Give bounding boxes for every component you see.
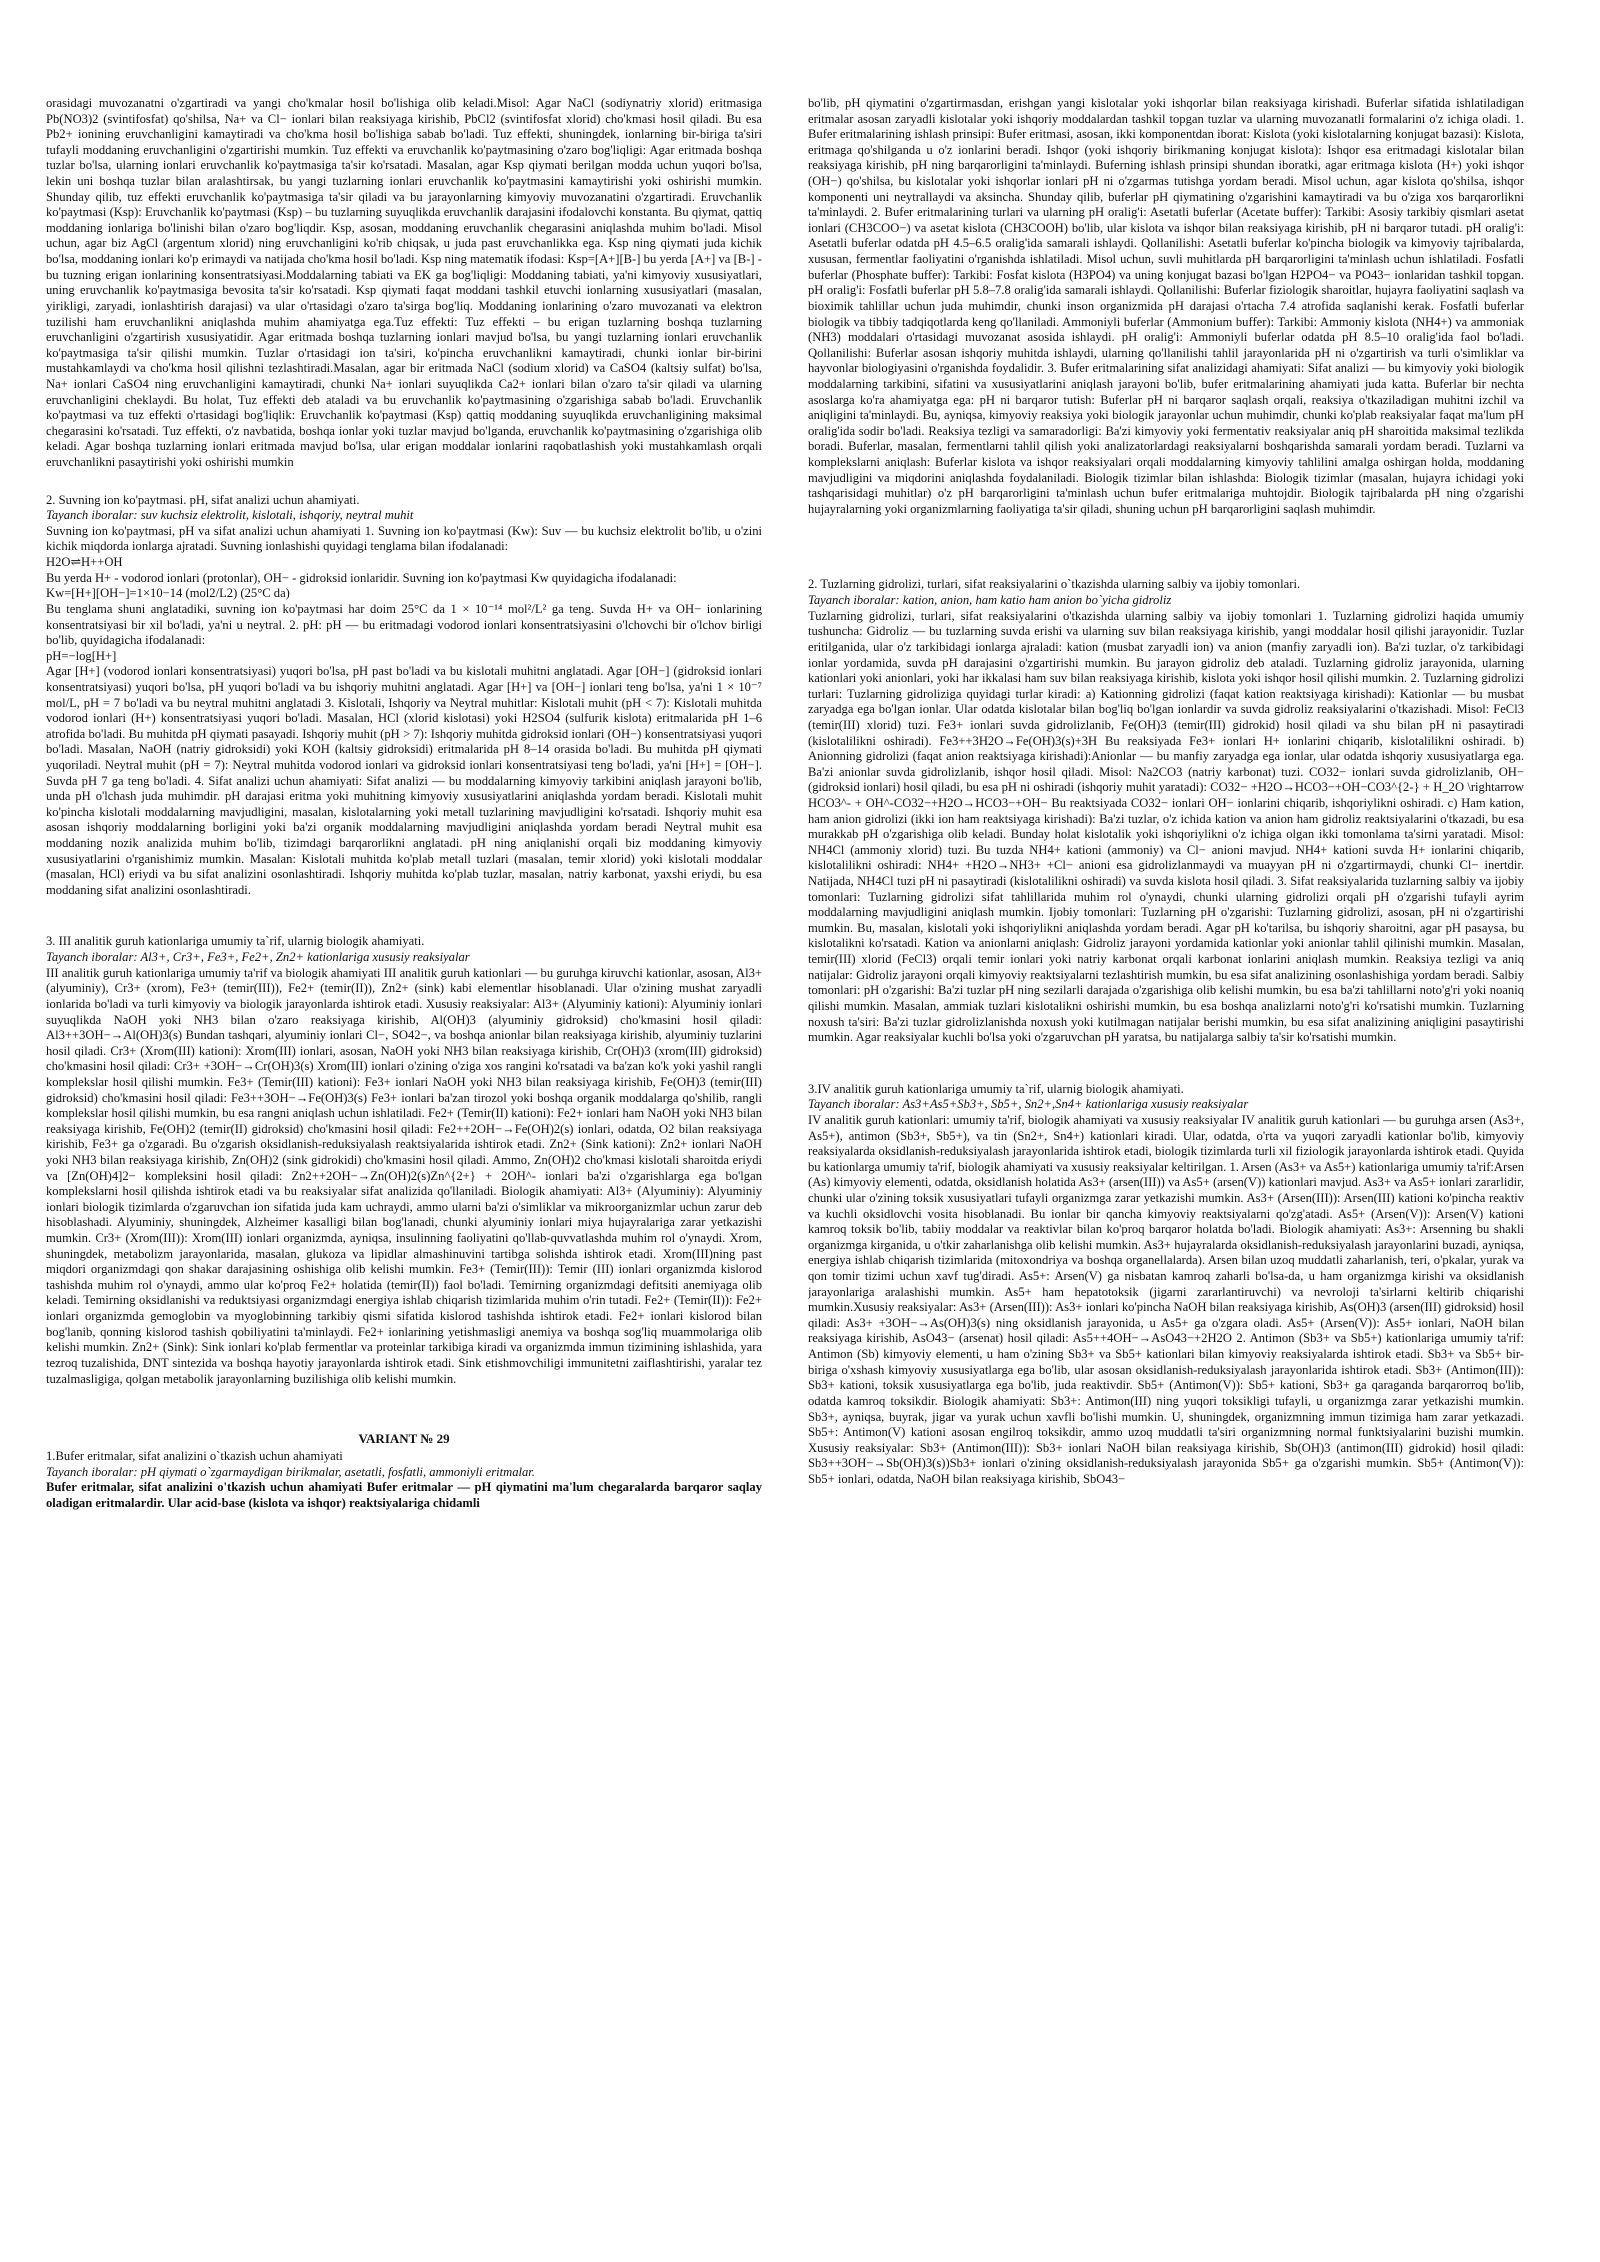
- question-3-body: III analitik guruh kationlariga umumiy ta'rif va biologik ahamiyati III analitik guruh kationlari — bu guruhga kiruvchi kationlar, asosan, Al3+ (alyuminiy), Cr3+ (xrom), Fe3+ (temir(III)), Fe2+ (temir(II)), Zn2+ (sink) kabi elementlar hisoblanadi. Ular o'zining mushat zaryadli ionlarida bo'ladi va turli kimyoviy va biologik jarayonlarda ishtirok etadi. Xususiy reaksiyalar: Al3+ (Alyuminiy kationi): Alyuminiy ionlari suyuqlikda NaOH yoki NH3 bilan o'zaro reaksiyaga kirishib, Al(OH)3 (alyuminiy gidroksid) cho'kmasini hosil qiladi: Al3++3OH−→Al(OH)3(s) Bundan tashqari, alyuminiy ionlari Cl−, SO42−, va boshqa anionlar bilan reaksiyaga kirishib, alyuminiy tuzlarini hosil qiladi. Cr3+ (Xrom(III) kationi): Xrom(III) ionlari, asosan, NaOH yoki NH3 bilan reaksiyaga kirishib, Cr(OH)3 (xrom(III) gidroksid) cho'kmasini hosil qiladi: Cr3+ +3OH−→Cr(OH)3(s) Xrom(III) ionlari o'zining o'ziga xos rangini ko'rsatadi va ba'zan ko'k yoki yashil rangli komplekslar hosil qilishi mumkin. Fe3+ (Temir(III) kationi): Fe3+ ionlari NaOH yoki NH3 bilan reaksiyaga kirishib, Fe(OH)3 (temir(III) gidroksid) cho'kmasini hosil qiladi: Fe3++3OH−→Fe(OH)3(s) Fe3+ ionlari ba'zan tirozol yoki boshqa organik moddalarga qo'shilib, rangli komplekslar hosil qilishi mumkin, bu esa rangni aniqlash uchun ishlatiladi. Fe2+ (Temir(II) kationi): Fe2+ ionlari ham NaOH yoki NH3 bilan reaksiyaga kirishib, Fe(OH)2 (temir(II) gidroksid) cho'kmasini hosil qiladi: Fe2++2OH−→Fe(OH)2(s) ionlari, odatda, O2 bilan reaksiyaga kirishib, Fe3+ ga o'zgaradi. Bu o'zgarish oksidlanish-reduksiyalash reaktsiyalarida ishtirok etadi. Zn2+ (Sink kationi): Zn2+ ionlari NaOH yoki NH3 bilan reaksiyaga kirishib, Zn(OH)2 (sink gidrokidi) cho'kmasini hosil qiladi. Ammo, Zn(OH)2 cho'kmasi kislotali sharoitda eriydi va [Zn(OH)4]2− kompleksini hosil qiladi: Zn2++2OH−→Zn(OH)2(s)Zn^{2+} + 2OH^- ionlari ba'zi o'zgarishlarga ega bo'lgan komplekslarni hosil qilishda ishtirok etadi va bu reaksiyalar sifat analizida qo'llaniladi. Biologik ahamiyati: Al3+ (Alyuminiy): Alyuminiy ionlari biologik tizimlarda o'zgaruvchan ion sifatida juda kam uchraydi, ammo ularni ba'zi o'simliklar va mikroorganizmlar uchun zarur deb hisoblashadi. Alyuminiy, shuningdek, Alzheimer kasalligi bilan bog'lanadi, chunki alyuminiy ionlari miya hujayralariga zarar yetkazishi mumkin. Cr3+ (Xrom(III)): Xrom(III) ionlari organizmda, ayniqsa, insulinning faoliyatini qo'llab-quvvatlashda muhim rol o'ynaydi. Xrom, shuningdek, metabolizm jarayonlarida, masalan, glukoza va lipidlar almashinuvini tartibga solishda ishtirok etadi. Xrom(III)ning past miqdori organizmdagi qon shakar darajasining oshishiga olib kelishi mumkin. Fe3+ (Temir(III)): Temir (III) ionlari organizmda kislorod tashishda muhim rol o'ynaydi, ammo ular ko'proq Fe2+ holatida (temir(II)) faol bo'ladi. Temirning organizmdagi defitsiti anemiyaga olib keladi. Temirning oksidlanishi va reduktsiyasi organizmdagi energiya ishlab chiqarish tizimlarida muhim o'rin tutadi. Fe2+ (Temir(II)): Fe2+ ionlari organizmda gemoglobin va myoglobinning tarkibiy qismi sifatida kislorod tashishda ishtirok etadi. Fe2+ ionlari kislorod bilan bog'lanib, qonning kislorod tashish qobiliyatini ta'minlaydi. Fe2+ ionlarining yetishmasligi anemiya va boshqa sog'liq muammolariga olib kelishi mumkin. Zn2+ (Sink): Sink ionlari ko'plab fermentlar va proteinlar tarkibiga kiradi va organizmda immun tizimining ishlashida, yara tezroq tuzalishida, DNT sintezida va boshqa hayotiy jarayonlarda ishtirok etadi. Sink etishmovchiligi immunitetni zaiflashtirishi, yaralar tez tuzalmasligiga, qolgan metabolik jarayonlarning buzilishiga olib kelishi mumkin.: [46, 965, 762, 1386]
- question-3-title: 3. III analitik guruh kationlariga umumiy ta`rif, ularnig biologik ahamiyati.: [46, 934, 425, 949]
- question-2-title: 2. Suvning ion ko'paytmasi. pH, sifat analizi uchun ahamiyati.: [46, 492, 360, 507]
- variant-heading: VARIANT № 29: [358, 1431, 450, 1447]
- question-2-body: Agar [H+] (vodorod ionlari konsentratsiyasi) yuqori bo'lsa, pH past bo'ladi va bu kislotali muhitni anglatadi. Agar [OH−] (gidroksid ionlari konsentratsiyasi) yuqori bo'lsa, pH yuqori bo'ladi va bu ishqoriy muhitni anglatadi. Agar [H+] va [OH−] ionlari teng bo'lsa, ya'ni 1 × 10⁻⁷ mol/L, pH = 7 bo'ladi va bu neytral muhitni anglatadi 3. Kislotali, Ishqoriy va Neytral muhitlar: Kislotali muhit (pH < 7): Kislotali muhitda vodorod ionlari (H+) konsentratsiyasi yuqori bo'ladi. Masalan, HCl (xlorid kislotasi) yoki H2SO4 (sulfurik kislota) eritmalarida pH 1–6 atrofida bo'ladi. Bu muhitda pH qiymati pasayadi. Ishqoriy muhit (pH > 7): Ishqoriy muhitda gidroksid ionlari (OH−) konsentratsiyasi yuqori bo'ladi. Masalan, NaOH (natriy gidroksidi) yoki KOH (kaltsiy gidroksidi) eritmalarida pH 8–14 orasida bo'ladi. Bu muhitda pH qiymati yuqoriladi. Neytral muhit (pH = 7): Neytral muhitda vodorod ionlari va gidroksid ionlari konsentratsiyasi teng bo'ladi, ya'ni [H+] = [OH−]. Suvda pH 7 ga teng bo'ladi. 4. Sifat analizi uchun ahamiyati: Sifat analizi — bu moddalarning kimyoviy tarkibini aniqlash jarayoni bo'lib, unda pH o'lchash juda muhimdir. pH darajasi eritma yoki muhitning kimyoviy xususiyatlarini aniqlashda yordam beradi. Kislotali muhit ko'pincha kislotali moddalarning mavjudligini, masalan, kislotalarning yoki metall tuzlarining mavjudligini ko'rsatadi. Ishqoriy muhit esa asosan ishqoriy moddalarning borligini yoki ba'zi organik moddalarning mavjudligini aniqlashda yordam beradi Neytral muhit esa moddaning nozik analizida muhim bo'lib, tizimdagi barqarorlikni anglatadi. pH ning aniqlanishi orqali biz moddaning kimyoviy xususiyatlarini o'rganishimiz mumkin. Masalan: Kislotali muhitda ko'plab metall tuzlari (masalan, temir xlorid) yoki kislotali moddalar (masalan, HCl) eriydi va bu sifat analizini osonlashtiradi. Ishqoriy muhitda ko'plab tuzlar, masalan, natriy karbonat, yaxshi eriydi, bu esa moddaning sifat analizini osonlashtiradi.: [46, 664, 762, 897]
- question-2-equation-1: H2O⇌H++OH: [46, 555, 123, 570]
- variant-question-1-title: 1.Bufer eritmalar, sifat analizini o`tkazish uchun ahamiyati: [46, 1449, 343, 1464]
- question-2-equation-2: Kw=[H+][OH−]=1×10−14 (mol2/L2) (25°C da): [46, 586, 290, 601]
- right-question-3-body: IV analitik guruh kationlari: umumiy ta'rif, biologik ahamiyati va xususiy reaksiyalar IV analitik guruh kationlari — bu guruhga arsen (As3+, As5+), antimon (Sb3+, Sb5+), va tin (Sn2+, Sn4+) kationlari kiradi. Ular, odatda, o'rta va yuqori zaryadli kationlar bo'lib, kimyoviy reaksiyalarda oksidlanish-reduksiyalash jarayonlarida ishtirok etadi, biologik tizimlarda turli xil fiziologik jarayonlarda ishtirok etadi. Quyida bu kationlarga umumiy ta'rif, biologik ahamiyati va xususiy reaksiyalar keltirilgan. 1. Arsen (As3+ va As5+) kationlariga umumiy ta'rif:Arsen (As) kimyoviy elementi, odatda, oksidlanish holatida As3+ (arsen(III)) va As5+ (arsen(V)) kationlari mavjud. As3+ va As5+ ionlari zararlidir, chunki ular o'zining toksik xususiyatlari tufayli organizmga zarar yetkazishi mumkin. As3+ (Arsen(III)): Arsen(III) kationi ko'pincha reaktiv va kuchli oksidlovchi vosita hisoblanadi. Bu ionlar bir qancha kimyoviy reaktsiyalarni qo'zg'atadi. As5+ (Arsen(V)): Arsen(V) kationi kamroq toksik bo'lib, tabiiy moddalar va reaktivlar bilan ko'proq barqaror holatda bo'ladi. Biologik ahamiyati: As3+: Arsenning bu shakli organizmga kirganida, u o'tkir zaharlanishga olib kelishi mumkin. As3+ hujayralarda oksidlanish-reduksiyalash jarayonlarini buzadi, ayniqsa, energiya ishlab chiqarish tizimlarida (mitoxondriya va boshqa organellalarda). Arsen bilan uzoq muddatli zaharlanish, teri, o'pkalar, yurak va qon tomir tizimi uchun xavf tug'diradi. As5+: Arsen(V) ga nisbatan kamroq zaharli bo'lsa-da, u ham organizmga kirishi va oksidlanish jarayonlariga aralashishi mumkin. As5+ ham hepatotoksik (jigarni zararlantiruvchi) va nevroloji ta'sirlarni keltirib chiqarishi mumkin.Xususiy reaksiyalar: As3+ (Arsen(III)): As3+ ionlari ko'pincha NaOH bilan reaksiyaga kirishib, As(OH)3 (arsen(III) gidroksid) hosil qiladi: As3+ +3OH−→As(OH)3(s) ning oksidlanish jarayonida, u As5+ ga o'zgara oladi. As5+ (Arsen(V)): As5+ ionlari, NaOH bilan reaksiyaga kirishib, AsO43− (arsenat) hosil qiladi: As5++4OH−→AsO43−+2H2O 2. Antimon (Sb3+ va Sb5+) kationlariga umumiy ta'rif: Antimon (Sb) kimyoviy elementi, u ham o'zining Sb3+ va Sb5+ kationlari bilan kimyoviy reaksiyalarda ishtirok etadi. Sb3+ va Sb5+ bir-biriga o'xshash kimyoviy xususiyatlarga ega bo'lib, ular asosan oksidlanish-reduksiyalash jarayonlarida ishtirok etadi. Sb3+ (Antimon(III)): Sb3+ kationi, toksik xususiyatlarga ega bo'lib, juda reaktivdir. Sb5+ (Antimon(V)): Sb5+ kationi, Sb3+ ga qaraganda barqarorroq bo'lib, odatda kamroq toksikdir. Biologik ahamiyati: Sb3+: Antimon(III) ning yuqori toksikligi tufayli, u organizmga zarar yetkazishi mumkin. Sb3+, ayniqsa, buyrak, jigar va yurak uchun xavfli bo'lishi mumkin. U, shuningdek, organizmning immun tizimiga ham zarar yetkazadi. Sb5+: Antimon(V) kationi asosan engilroq toksikdir, ammo uzoq muddatli ta'siri organizmning normal funktsiyalarini buzishi mumkin. Xususiy reaksiyalar: Sb3+ (Antimon(III)): Sb3+ ionlari NaOH bilan reaksiyaga kirishib, Sb(OH)3 (antimon(III) gidrokid) hosil qiladi: Sb3++3OH−→Sb(OH)3(s))Sb3+ ionlari o'zining oksidlanish-reduksiyalash jarayonida Sb5+ ga o'zgarishi mumkin. Sb5+ (Antimon(V)): Sb5+ ionlari, odatda, NaOH bilan reaksiyaga kirishib, SbO43−: [808, 1112, 1524, 1486]
- right-question-2-body: Tuzlarning gidrolizi, turlari, sifat reaksiyalarini o'tkazishda ularning salbiy va ijobiy tomonlari 1. Tuzlarning gidrolizi haqida umumiy tushuncha: Gidroliz — bu tuzlarning suvda erishi va ularning suv bilan reaksiyaga kirishib, yangi moddalar hosil qilishi jarayonidir. Tuzlar eritilganida, ular o'z tarkibidagi ionlarga ajraladi: kation (musbat zaryadli ion) va anion (manfiy zaryadli ion). Ba'zi tuzlar, o'z tarkibidagi ionlar yordamida, suvda pH darajasini o'zgartirishi mumkin. Bu jarayon gidroliz deb ataladi. Tuzlarning gidroliz jarayonida, ularning kationlari yoki anionlari, yoki har ikkalasi ham suv bilan reaksiyaga kirishib, kislota yoki ishqor hosil qilishi mumkin. 2. Tuzlarning gidrolizi turlari: Tuzlarning gidroliziga quyidagi turlar kiradi: a) Kationning gidrolizi (faqat kation reaktsiyaga kirishadi): Kationlar — bu musbat zaryadga ega bo'lgan ionlar. Ular odatda kislotalar bilan bog'liq bo'lgan ionlardir va suvda gidroliz reaksiyalarini o'tkazishadi. Misol: FeCl3 (temir(III) xlorid) tuzi. Fe3+ ionlari suvda gidrolizlanib, Fe(OH)3 (temir(III) gidrokid) hosil qiladi va shu bilan pH ni pasaytiradi (kislotalilikni oshiradi). Fe3++3H2O→Fe(OH)3(s)+3H Bu reaksiyada Fe3+ ionlari H+ ionlarini chiqarib, kislotalilikni oshiradi. b) Anionning gidrolizi (faqat anion reaktsiyaga kirishadi):Anionlar — bu manfiy zaryadga ega ionlar, ular odatda ishqoriy xususiyatlarga ega. Ba'zi anionlar suvda gidrolizlanib, ishqor hosil qiladi. Misol: Na2CO3 (natriy karbonat) tuzi. CO32− ionlari suvda gidrolizlanib, OH− (gidroksid ionlari) hosil qiladi, bu esa pH ni oshiradi (ishqoriy muhit yaratadi): CO32− +H2O→HCO3−+OH−CO3^{2-} + H_2O \rightarrow HCO3^- + OH^-CO32−+H2O→HCO3−+OH− Bu reaktsiyada CO32− ionlari OH− ionlarini chiqarib, ishqoriylikni oshiradi. c) Ham kation, ham anion gidrolizi (ikki ion ham reaktsiyaga kirishadi): Ba'zi tuzlar, o'z ichida kation va anion ham gidroliz reaktsiyalarini o'tkazadi, bu esa murakkab pH o'zgarishiga olib keladi. Bunday holat kislotalik yoki ishqoriylikni o'z ichiga olgan ikki tomonlama ta'sirni yaratadi. Misol: NH4Cl (ammoniy xlorid) tuzi. Bu tuzda NH4+ kationi (ammoniy) va Cl− anioni mavjud. NH4+ kationi suvda H+ ionlarini chiqarib, kislotalilikni oshiradi: NH4+ +H2O→NH3+ +Cl− anioni esa gidrolizlanmaydi va muayyan pH ni o'zgartirmaydi, chunki Cl− inertdir. Natijada, NH4Cl tuzi pH ni pasaytiradi (kislotalilikni oshiradi) va suvda kislota hosil qiladi. 3. Sifat reaksiyalarida tuzlarning salbiy va ijobiy tomonlari: Tuzlarning gidrolizi sifat tahlillarida muhim rol o'ynaydi, chunki ularning gidrolizi orqali pH o'zgarishi tufayli ayrim moddalarning mavjudligini aniqlash mumkin. Ijobiy tomonlari: Tuzlarning pH o'zgarishi: Tuzlarning gidrolizi, asosan, pH ni o'zgartirishi mumkin. Bu, masalan, kislotali yoki ishqoriylikni aniqlashda yordam beradi. Agar pH ko'tarilsa, bu ishqoriy sharoitni, agar pH pasaysa, bu kislotalikni ko'rsatadi. Kation va anionlarni aniqlash: Gidroliz jarayoni yordamida kationlar yoki anionlar tahlil qilinishi mumkin. Masalan, temir(III) xlorid (FeCl3) orqali temir ionlari yoki natriy karbonat orqali karbonat ionlarini aniqlash mumkin. Reaksiya tezligi va aniq natijalar: Gidroliz jarayoni orqali kimyoviy reaktsiyalarni tezlashtirish mumkin, bu esa sifat analizining osonlashishiga yordam beradi. Salbiy tomonlari: pH o'zgarishi: Ba'zi tuzlar pH ning sezilarli darajada o'zgarishiga olib kelishi mumkin, bu esa ba'zi tahlillarni noto'g'ri yoki noaniq qilishi mumkin. Masalan, ammiak tuzlari kislotalikni oshirishi mumkin, bu esa boshqa analizlarni noto'g'ri ko'rsatishi mumkin. Tuzlarning noxush ta'siri: Ba'zi tuzlar gidrolizlanishda noxush yoki kutilmagan natijalar berishi mumkin, bu esa sifat analizining aniqligini pasaytirishi mumkin. Agar reaksiyalar kuchli bo'lsa yoki o'zgaruvchan pH yaratsa, bu natijalarga salbiy ta'sir ko'rsatishi mumkin.: [808, 608, 1524, 1045]
- question-2-text-mid-2: Bu tenglama shuni anglatadiki, suvning ion ko'paytmasi har doim 25°C da 1 × 10⁻¹⁴ mol²/L² ga teng. Suvda H+ va OH− ionlarining konsentratsiyasi bir xil bo'ladi, ya'ni u neytral. 2. pH: pH — bu eritmadagi vodorod ionlari konsentratsiyasini o'lchovchi bir o'lchov birligi bo'lib, quyidagicha ifodalanadi:: [46, 601, 762, 648]
- variant-question-1-keywords: Tayanch iboralar: pH qiymati o`zgarmaydigan birikmalar, asetatli, fosfatli, ammoniyli eritmalar.: [46, 1464, 535, 1479]
- right-question-3-title: 3.IV analitik guruh kationlariga umumiy ta`rif, ularnig biologik ahamiyati.: [808, 1081, 1184, 1096]
- variant-question-1-body: Bufer eritmalar, sifat analizini o'tkazish uchun ahamiyati Bufer eritmalar — pH qiymatini ma'lum chegaralarda barqaror saqlay oladigan eritmalardir. Ular acid-base (kislota va ishqor) reaktsiyalariga chidamli: [46, 1480, 762, 1511]
- question-2-equation-3: pH=−log[H+]: [46, 648, 117, 663]
- right-question-3-keywords: Tayanch iboralar: As3+As5+Sb3+, Sb5+, Sn2+,Sn4+ kationlariga xususiy reaksiyalar: [808, 1097, 1249, 1112]
- question-2-intro: Suvning ion ko'paytmasi, pH va sifat analizi uchun ahamiyati 1. Suvning ion ko'paytmasi (Kw): Suv — bu kuchsiz elektrolit bo'lib, u o'zini kichik miqdorda ionlarga ajratadi. Suvning ionlashishi quyidagi tenglama bilan ifodalanadi:: [46, 523, 762, 554]
- question-2-keywords: Tayanch iboralar: suv kuchsiz elektrolit, kislotali, ishqoriy, neytral muhit: [46, 508, 414, 523]
- left-column: [46, 96, 762, 2216]
- right-question-2-title: 2. Tuzlarning gidrolizi, turlari, sifat reaksiyalarini o`tkazishda ularning salbiy va ijobiy tomonlari.: [808, 577, 1301, 592]
- right-text-block-1: bo'lib, pH qiymatini o'zgartirmasdan, erishgan yangi kislotalar yoki ishqorlar bilan reaksiyaga kirishadi. Buferlar sifatida ishlatiladigan eritmalar asosan zaryadli kislotalar yoki ishqoriy moddalardan tashkil topgan tuzlar va ularning muvozanatli formalarini o'z ichiga oladi. 1. Bufer eritmalarining ishlash prinsipi: Bufer eritmasi, asosan, ikki komponentdan iborat: Kislota (yoki kislotalarning konjugat bazasi): Kislota, eritmaga qo'shilganda u o'z ionlarini beradi. Ishqor (yoki ishqoriy birikmaning konjugat kislota): Ishqor esa eritmadagi kislotalar bilan reaksiyaga kirishib, pH ning barqarorligini ta'minlaydi. Buferning ishlash prinsipi shundan iboratki, agar eritmaga kislota (H+) yoki ishqor (OH−) qo'shilsa, bu kislotalar yoki ishqorlar ionlari pH ni o'zgarmas tutishga yordam beradi. Misol uchun, agar kislota qo'shilsa, ishqor komponenti uni neytrallaydi va aksincha. Shunday qilib, buferlar pH qiymatining o'zgarishini kamaytiradi va bu o'ziga xos barqarorlikni ta'minlaydi. 2. Bufer eritmalarining turlari va ularning pH oralig'i: Asetatli buferlar (Acetate buffer): Tarkibi: Asosiy tarkibiy qismlari asetat ionlari (CH3COO−) va asetat kislota (CH3COOH) bo'lib, ular kislota va ishqor bilan reaksiyaga kirishib, pH ni barqaror tutadi. pH oralig'i: Asetatli buferlar odatda pH 4.5–6.5 oralig'ida samarali ishlaydi. Qollanilishi: Asetatli buferlar ko'pincha biologik va kimyoviy tajribalarda, xususan, fermentlar faoliyatini o'rganishda ishlatiladi. Misol uchun, suvli muhitlarda pH barqarorligini ta'minlash uchun ishlatiladi. Fosfatli buferlar (Phosphate buffer): Tarkibi: Fosfat kislota (H3PO4) va uning konjugat bazasi bo'lgan H2PO4− va PO43− ionlaridan tashkil topgan. pH oralig'i: Fosfatli buferlar pH 5.8–7.8 oralig'ida samarali ishlaydi. Qollanilishi: Buferlar fiziologik sharoitlar, hujayra faoliyatini saqlash va bioximik tahlillar uchun juda muhimdir, chunki inson organizmida pH darajasi o'rtacha 7.4 atrofida saqlanishi kerak. Fosfatli buferlar biologik va tibbiy tadqiqotlarda keng qo'llaniladi. Ammoniyli buferlar (Ammonium buffer): Tarkibi: Ammoniy kislota (NH4+) va ammoniak (NH3) moddalari o'rtasidagi muvozanat asosida ishlaydi. pH oralig'i: Ammoniyli buferlar odatda pH 8.5–10 oralig'ida faol bo'ladi. Qollanilishi: Buferlar asosan ishqoriy muhitda ishlaydi, ularning qo'llanilishi tahlil jarayonlarida pH ni o'zgartirish va turli o'simliklar va hayvonlar biologiyasini o'rganishda foydalidir. 3. Bufer eritmalarining sifat analizidagi ahamiyati: Sifat analizi — bu kimyoviy yoki biologik moddalarning tarkibini, sifatini va xususiyatlarini aniqlash jarayoni bo'lib, bufer eritmalarining ahamiyati juda katta. Buferlar bir nechta asoslarga ko'ra ahamiyatga ega: pH ni barqaror tutish: Buferlar pH ni barqaror saqlash orqali, reaksiya o'tkaziladigan muhitni izchil va aniqligini ta'minlaydi. Bu, ayniqsa, kimyoviy reaksiya yoki biologik jarayonlar uchun muhimdir, chunki ko'plab reaksiyalar faqat ma'lum pH oralig'ida sodir bo'ladi. Reaksiya tezligi va samaradorligi: Ba'zi kimyoviy yoki fermentativ reaksiyalar aniq pH sharoitida maksimal tezlikda boradi. Buferlar, masalan, fermentlarni tahlil qilish yoki analizatorlardagi reaksiyalarni boshqarishda samarali yordam beradi. Tuzlarni va komplekslarni aniqlash: Buferlar kislota va ishqor reaksiyalari orqali moddalarning kimyoviy tahlilini amalga oshirgan holda, moddaning mavjudligini va miqdorini aniqlashda foydalaniladi. Biologik tizimlar bilan ishlashda: Biologik tizimlar (masalan, hujayra ichidagi yoki tashqarisidagi muhitlar) o'z pH barqarorligini ta'minlash uchun bufer eritmalariga muhtojdir. Biologik tajribalarda pH ning o'zgarishi hujayralarning yoki organizmlarning faoliyatiga ta'sir qiladi, shuning uchun pH barqarorligini saqlash muhimdir.: [808, 96, 1524, 516]
- right-column: [808, 96, 1524, 2216]
- question-2-text-mid: Bu yerda H+ - vodorod ionlari (protonlar), OH− - gidroksid ionlaridir. Suvning ion ko'paytmasi Kw quyidagicha ifodalanadi:: [46, 570, 677, 585]
- left-text-block-1: orasidagi muvozanatni o'zgartiradi va yangi cho'kmalar hosil bo'lishiga olib keladi.Misol: Agar NaCl (sodiynatriy xlorid) eritmasiga Pb(NO3)2 (svintifosfat) qo'shilsa, Na+ va Cl− ionlari bilan reaksiyaga kirishib, PbCl2 (svintifosfat xlorid) cho'kmasi hosil qiladi. Bu esa Pb2+ ionining eruvchanligini kamaytiradi va cho'kma hosil bo'lishiga sabab bo'ladi. Tuz effekti, shuningdek, ionlarning bir-biriga ta'siri tufayli moddaning eruvchanligini o'zgartirishi mumkin. Tuz effekti va eruvchanlik ko'paytmasining o'zaro bog'liqligi: Agar eritmada boshqa tuzlar bo'lsa, ularning ionlari eruvchanlik ko'paytmasiga ta'sir ko'rsatadi. Masalan, agar Ksp qiymati berilgan modda uchun yuqori bo'lsa, lekin uni boshqa tuzlar bilan aralashtirsak, bu yangi tuzlarning ionlari eruvchanlik ko'paytmasini kamaytirishi yoki oshirishi mumkin. Shunday qilib, tuz effekti eruvchanlik ko'paytmasiga ta'sir qiladi va bu jarayonlarning kimyoviy muvozanatini o'zgartiradi. Eruvchanlik ko'paytmasi (Ksp): Eruvchanlik ko'paytmasi (Ksp) – bu tuzlarning suyuqlikda eruvchanlik darajasini ifodalovchi konstanta. Bu qiymat, qattiq moddaning ionlariga bo'linishi bilan o'zaro bog'liqdir. Ksp, asosan, moddaning eruvchanlik chegarasini aniqlashda muhim bo'ladi. Misol uchun, agar biz AgCl (argentum xlorid) ning eruvchanligini ko'rib chiqsak, u juda past eruvchanlikka ega. Ksp ning qiymati juda kichik bo'lsa, moddaning ionlari ko'p erimaydi va natijada cho'kma hosil bo'ladi. Ksp ning matematik ifodasi: Ksp=[A+][B-] bu yerda [A+] va [B-] - bu tuzning erigan ionlarining konsentratsiyasi.Moddalarning tabiati va EK ga bog'liqligi: Moddaning tabiati, ya'ni kimyoviy xususiyatlari, uning eruvchanlik ko'paytmasiga bevosita ta'sir ko'rsatadi. Ksp qiymati faqat moddani tashkil etuvchi ionlarning xususiyatlari (masalan, yirikligi, zaryadi, ionlashtirish darajasi) va ular o'rtasidagi o'zaro ta'sirga bog'liq. Moddaning ionlarining o'zaro muvozanati va elektron tuzilishi ham eruvchanlikni aniqlashda muhim ahamiyatga ega.Tuz effekti: Tuz effekti – bu erigan tuzlarning boshqa tuzlarning eruvchanligini o'zgartirish xususiyatidir. Agar eritmada boshqa tuzlarning ionlari mavjud bo'lsa, bu yangi tuzlarning ionlari eruvchanlik ko'paytmasiga ta'sir qilishi mumkin. Tuzlar o'rtasidagi ion ta'siri, ko'pincha eruvchanlikni kamaytiradi, chunki ionlar bir-birini mustahkamlaydi va cho'kma hosil qilishni tezlashtiradi.Masalan, agar bir eritmada NaCl (sodium xlorid) va CaSO4 (kaltsiy sulfat) bo'lsa, Na+ ionlari CaSO4 ning eruvchanligini kamaytiradi, chunki Na+ ionlari suyuqlikda Ca2+ ionlari bilan o'zaro ta'sir qiladi va ularning eruvchanligini cheklaydi. Bu holat, Tuz effekti deb ataladi va bu eruvchanlik ko'paytmasining o'zgarishiga sabab bo'ladi. Eruvchanlik ko'paytmasi va tuz effekti o'rtasidagi bog'liqlik: Eruvchanlik ko'paytmasi (Ksp) qattiq moddaning suyuqlikda eruvchanligining maksimal chegarasini ko'rsatadi. Tuz effekti, o'z navbatida, boshqa ionlar yoki tuzlar mavjud bo'lganda, eruvchanlik ko'paytmasining o'zgarishiga olib keladi. Agar boshqa tuzlarning ionlari eritmada mavjud bo'lsa, ular erigan moddalar ionlarini raqobatlashish yoki mustahkamlash orqali eruvchanlikni pasaytirishi yoki oshirishi mumkin: [46, 96, 762, 470]
- right-question-2-keywords: Tayanch iboralar: kation, anion, ham katio ham anion bo`yicha gidroliz: [808, 593, 1172, 608]
- question-3-keywords: Tayanch iboralar: Al3+, Cr3+, Fe3+, Fe2+, Zn2+ kationlariga xususiy reaksiyalar: [46, 950, 470, 965]
